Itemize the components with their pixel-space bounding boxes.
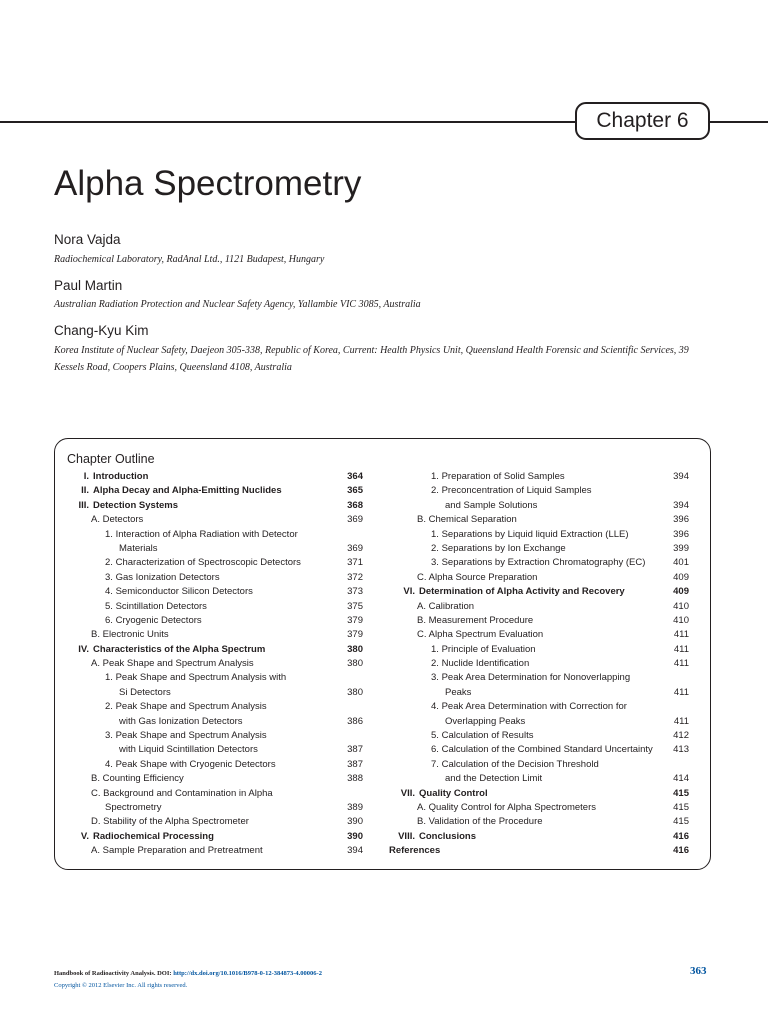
outline-entry-text: Peak Shape with Cryogenic Detectors [115,758,276,770]
outline-entry [389,484,689,498]
outline-entry-text: Characteristics of the Alpha Spectrum [93,643,266,655]
outline-entry [63,686,363,700]
outline-entry-number: V. [80,830,89,842]
outline-entry-page: 368 [347,499,363,511]
outline-entry-number: 7. [431,758,439,770]
outline-entry-text: Measurement Procedure [428,614,534,626]
outline-entry-number: B. [91,773,100,785]
outline-entry-number: 2. [105,557,113,569]
outline-entry-text: Detection Systems [93,499,179,511]
chapter-outline-box [54,438,711,870]
outline-entry-number: A. [417,600,426,612]
outline-entry-number: A. [91,658,100,670]
outline-entry [63,758,363,772]
outline-entry [63,815,363,829]
outline-entry-number: 3. [105,571,113,583]
outline-entry-number: 4. [431,701,439,713]
outline-entry-page: 390 [347,816,363,828]
outline-entry [389,528,689,542]
outline-entry [389,815,689,829]
outline-entry-page: 410 [673,614,689,626]
outline-entry-text: Peak Shape and Spectrum Analysis [102,658,254,670]
outline-entry [389,801,689,815]
doi-label: Handbook of Radioactivity Analysis. DOI: [54,970,172,977]
outline-entry-text: and the Detection Limit [445,773,543,785]
outline-entry-text: Interaction of Alpha Radiation with Detector [115,528,298,540]
outline-entry-text: with Gas Ionization Detectors [119,715,243,727]
outline-entry-number: B. [91,629,100,641]
author-affiliation: Korea Institute of Nuclear Safety, Daejeon 305-338, Republic of Korea, Current: Health Physics Unit, Queensland Health Forensic and Scientific Services, 39 Kessels Road, Coopers Plains, Queensland 4108, Australia [54,345,689,373]
chapter-label [575,102,710,140]
outline-entry-page: 394 [673,499,689,511]
outline-entry-text: Characterization of Spectroscopic Detectors [115,557,301,569]
outline-entry-text: Principle of Evaluation [441,643,536,655]
outline-entry-text: Materials [119,542,158,554]
outline-entry-number: C. [417,571,427,583]
outline-entry [389,657,689,671]
outline-entry [389,614,689,628]
outline-entry [63,657,363,671]
outline-entry-page: 387 [347,758,363,770]
outline-entry-number: 3. [431,672,439,684]
outline-entry-text: Quality Control [419,787,488,799]
outline-entry [389,772,689,786]
outline-entry-number: A. [417,801,426,813]
outline-entry-text: Peak Area Determination with Correction for [441,701,627,713]
outline-entry-number: 1. [105,672,113,684]
outline-entry-number: C. [417,629,427,641]
outline-entry-page: 380 [347,658,363,670]
outline-entry-page: 415 [673,801,689,813]
outline-entry-number: III. [78,499,89,511]
outline-entry [63,499,363,513]
outline-entry [389,556,689,570]
outline-entry [63,729,363,743]
outline-entry [63,830,363,844]
outline-entry-page: 386 [347,715,363,727]
outline-entry [63,585,363,599]
outline-entry-page: 394 [673,471,689,482]
outline-entry-page: 401 [673,557,689,569]
outline-entry [63,700,363,714]
outline-entry-page: 412 [673,730,689,742]
outline-entry-number: 2. [431,542,439,554]
outline-entry-page: 389 [347,801,363,813]
outline-entry [63,600,363,614]
outline-entry [389,643,689,657]
outline-entry-page: 415 [673,816,689,828]
outline-entry [389,715,689,729]
outline-entry [63,787,363,801]
outline-entry-page: 380 [347,643,363,655]
outline-entry-number: B. [417,514,426,526]
outline-entry-text: References [389,845,441,857]
outline-entry-page: 373 [347,586,363,598]
outline-entry-page: 387 [347,744,363,756]
outline-entry [63,801,363,815]
outline-entry [63,715,363,729]
outline-entry-text: Stability of the Alpha Spectrometer [103,816,249,828]
outline-entry [63,556,363,570]
outline-entry [63,844,363,858]
outline-entry [63,628,363,642]
outline-entry-number: C. [91,787,101,799]
author-affiliation: Radiochemical Laboratory, RadAnal Ltd., 1121 Budapest, Hungary [54,254,325,265]
outline-entry-page: 379 [347,614,363,626]
outline-entry-text: Preparation of Solid Samples [441,471,565,482]
outline-entry-text: Sample Preparation and Pretreatment [102,845,263,857]
outline-entry-text: Alpha Source Preparation [428,571,538,583]
outline-entry-page: 411 [673,643,689,655]
outline-entry-page: 380 [347,686,363,698]
outline-entry-text: Separations by Liquid liquid Extraction (LLE) [441,528,629,540]
outline-entry-number: 2. [431,485,439,497]
outline-entry [389,830,689,844]
outline-entry [63,470,363,484]
outline-entry-number: VIII. [398,830,415,842]
outline-entry-number: II. [81,485,89,497]
outline-entry [389,787,689,801]
outline-entry-text: Calculation of the Combined Standard Uncertainty [441,744,653,756]
outline-entry [389,844,689,858]
author-name: Paul Martin [54,278,123,293]
outline-entry-page: 409 [673,571,689,583]
outline-entry-page: 413 [673,744,689,756]
outline-entry-text: Si Detectors [119,686,171,698]
outline-entry-number: B. [417,816,426,828]
outline-column-right [389,470,689,859]
outline-entry-number: A. [91,845,100,857]
outline-entry [63,643,363,657]
outline-entry [63,571,363,585]
outline-entry-page: 416 [673,845,689,857]
outline-entry-text: Electronic Units [102,629,169,641]
outline-entry-text: Preconcentration of Liquid Samples [441,485,592,497]
outline-entry-number: 3. [105,730,113,742]
outline-entry-number: 6. [105,614,113,626]
outline-entry-number: D. [91,816,101,828]
outline-entry [389,499,689,513]
outline-entry-page: 399 [673,542,689,554]
outline-entry [63,513,363,527]
outline-entry-text: Peak Shape and Spectrum Analysis with [115,672,287,684]
outline-entry-page: 372 [347,571,363,583]
outline-entry-text: and Sample Solutions [445,499,538,511]
outline-entry-page: 364 [347,471,363,482]
outline-entry-number: 1. [431,471,439,482]
outline-entry [389,513,689,527]
outline-entry-page: 371 [347,557,363,569]
outline-entry-text: Cryogenic Detectors [115,614,202,626]
outline-entry-text: Nuclide Identification [441,658,530,670]
outline-entry-text: Introduction [93,471,149,482]
outline-entry-number: 6. [431,744,439,756]
outline-entry-text: Peak Shape and Spectrum Analysis [115,701,267,713]
outline-entry-text: Alpha Spectrum Evaluation [428,629,544,641]
outline-entry-page: 410 [673,600,689,612]
copyright: Copyright © 2012 Elsevier Inc. All rights reserved. [54,982,188,989]
outline-column-left [63,470,363,859]
outline-entry [389,686,689,700]
outline-entry [63,772,363,786]
outline-entry-page: 415 [673,787,689,799]
outline-entry-text: Spectrometry [105,801,162,813]
outline-entry-page: 365 [347,485,363,497]
outline-entry-number: 1. [431,528,439,540]
outline-entry-text: Quality Control for Alpha Spectrometers [428,801,597,813]
outline-entry-number: VII. [400,787,415,799]
outline-entry [63,671,363,685]
outline-entry-page: 411 [673,658,689,670]
outline-entry [389,700,689,714]
outline-entry-page: 411 [673,715,689,727]
outline-entry [63,528,363,542]
outline-entry [63,542,363,556]
author-affiliation: Australian Radiation Protection and Nuclear Safety Agency, Yallambie VIC 3085, Australia [54,299,421,310]
outline-entry [389,758,689,772]
outline-entry [63,614,363,628]
outline-entry-text: Determination of Alpha Activity and Recovery [419,586,625,598]
outline-entry-page: 369 [347,514,363,526]
chapter-outline-heading: Chapter Outline [67,452,155,466]
outline-entry-text: Conclusions [419,830,477,842]
outline-entry [63,484,363,498]
page-number: 363 [690,965,707,977]
outline-entry-number: 1. [105,528,113,540]
outline-entry-number: 2. [431,658,439,670]
outline-entry-text: Peaks [445,686,472,698]
footer-doi [54,970,322,977]
outline-entry-text: Separations by Extraction Chromatography (EC) [441,557,646,569]
outline-entry-page: 369 [347,542,363,554]
outline-entry-text: Scintillation Detectors [115,600,207,612]
outline-entry-text: Chemical Separation [428,514,517,526]
author-name: Chang-Kyu Kim [54,323,149,338]
outline-entry-text: Peak Shape and Spectrum Analysis [115,730,267,742]
outline-entry-number: 3. [431,557,439,569]
page-title: Alpha Spectrometry [54,164,362,203]
outline-entry-text: Calibration [428,600,475,612]
outline-entry-text: Separations by Ion Exchange [441,542,566,554]
outline-entry-text: Detectors [102,514,144,526]
outline-entry-text: Gas Ionization Detectors [115,571,220,583]
outline-entry-text: Radiochemical Processing [93,830,214,842]
outline-entry [389,671,689,685]
outline-entry-text: Calculation of Results [441,730,534,742]
outline-entry [389,585,689,599]
outline-entry-text: with Liquid Scintillation Detectors [119,744,258,756]
outline-entry-number: 1. [431,643,439,655]
outline-entry-number: A. [91,514,100,526]
outline-entry [389,600,689,614]
outline-entry [389,571,689,585]
outline-entry-text: Semiconductor Silicon Detectors [115,586,253,598]
outline-entry-page: 375 [347,600,363,612]
outline-entry [389,470,689,484]
outline-entry-number: 4. [105,758,113,770]
outline-entry-page: 414 [673,773,689,785]
outline-entry [389,628,689,642]
outline-entry-page: 411 [673,686,689,698]
outline-entry [389,542,689,556]
outline-entry-text: Alpha Decay and Alpha-Emitting Nuclides [93,485,282,497]
outline-entry-number: VI. [403,586,415,598]
outline-entry-page: 379 [347,629,363,641]
outline-entry-number: B. [417,614,426,626]
outline-entry-number: 5. [431,730,439,742]
outline-entry-text: Overlapping Peaks [445,715,526,727]
outline-entry-text: Validation of the Procedure [428,816,543,828]
outline-entry-number: IV. [78,643,89,655]
outline-entry-text: Counting Efficiency [102,773,184,785]
outline-entry-number: 5. [105,600,113,612]
outline-entry-page: 390 [347,830,363,842]
outline-entry-page: 394 [347,845,363,857]
outline-entry-page: 396 [673,514,689,526]
outline-entry [389,729,689,743]
outline-entry-page: 416 [673,830,689,842]
outline-entry-page: 396 [673,528,689,540]
outline-entry-page: 388 [347,773,363,785]
outline-entry-number: 2. [105,701,113,713]
outline-entry-text: Calculation of the Decision Threshold [441,758,599,770]
outline-entry-number: 4. [105,586,113,598]
outline-entry-text: Peak Area Determination for Nonoverlapping [441,672,631,684]
outline-entry-page: 409 [673,586,689,598]
chapter-label-text: Chapter 6 [596,109,689,132]
outline-entry [389,743,689,757]
outline-entry-text: Background and Contamination in Alpha [103,787,273,799]
outline-entry-page: 411 [673,629,689,641]
doi-link[interactable]: http://dx.doi.org/10.1016/B978-0-12-384873-4.00006-2 [173,970,322,977]
author-name: Nora Vajda [54,232,121,247]
outline-entry-number: I. [83,471,89,482]
outline-entry [63,743,363,757]
